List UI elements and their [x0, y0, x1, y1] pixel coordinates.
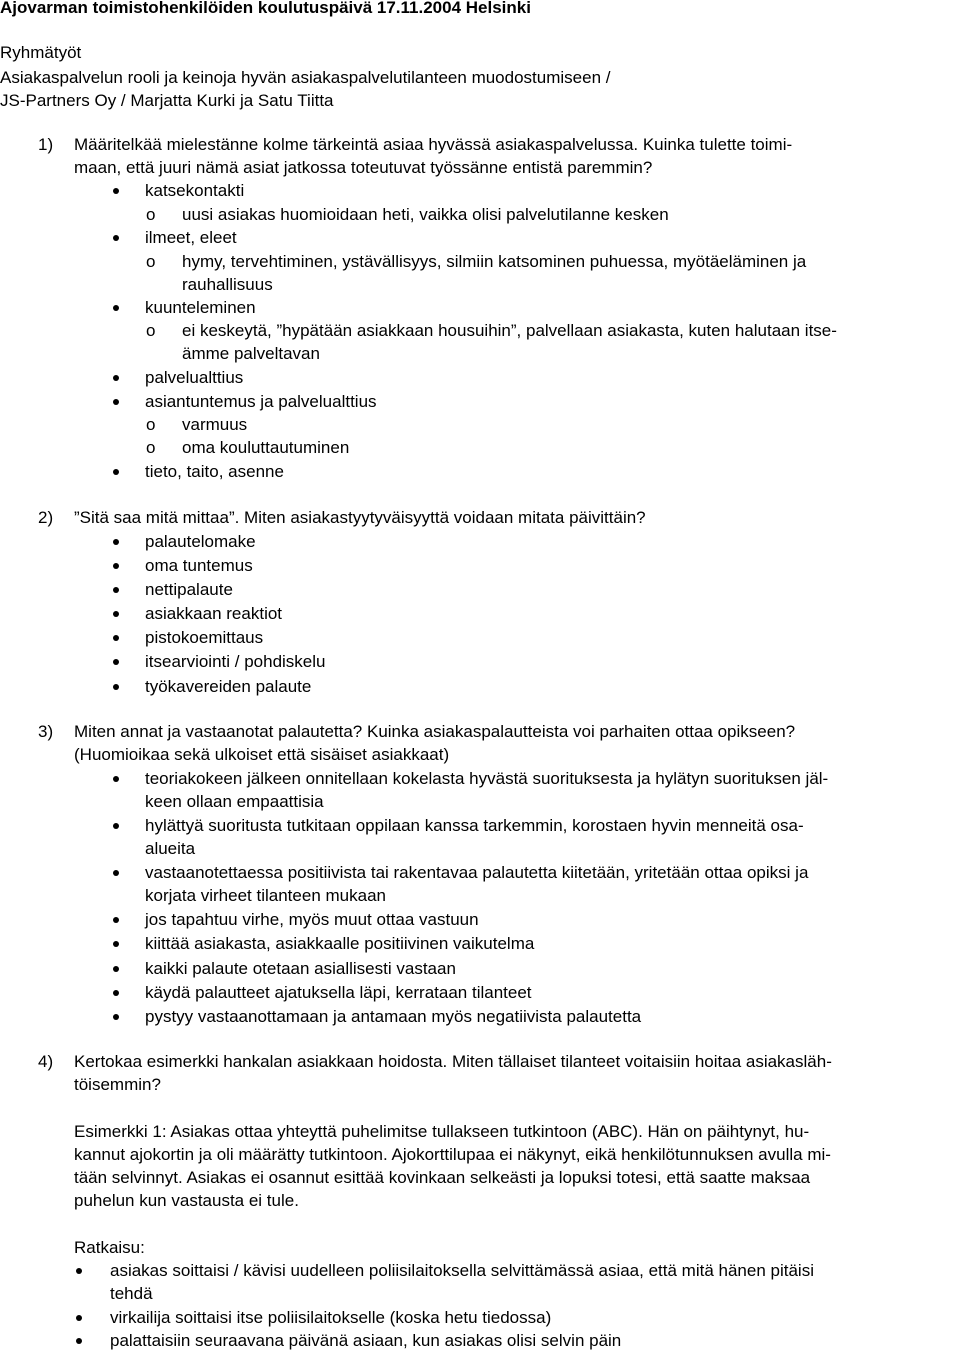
list-item: oma tuntemus [145, 556, 253, 575]
list-item: palvelualttius [145, 368, 244, 387]
list-item: kuunteleminen [145, 298, 256, 317]
list-item: oma kouluttautuminen [182, 438, 350, 457]
example-text: Esimerkki 1: Asiakas ottaa yhteyttä puhelimitse tullakseen tutkintoon (ABC). Hän on päihtynyt, hu- [74, 1122, 810, 1141]
bullet-icon [113, 188, 119, 194]
sub-bullet-icon: o [146, 205, 156, 224]
bullet-icon [76, 1338, 82, 1344]
list-item: vastaanotettaessa positiivista tai rakentavaa palautetta kiitetään, yritetään ottaa opiksi ja [145, 863, 809, 882]
bullet-icon [76, 1315, 82, 1321]
list-item: alueita [145, 839, 196, 858]
bullet-icon [113, 563, 119, 569]
bullet-icon [113, 611, 119, 617]
question-text: töisemmin? [74, 1075, 161, 1094]
question-number: 2) [38, 508, 54, 527]
list-item: keen ollaan empaattisia [145, 792, 324, 811]
sub-bullet-icon: o [146, 321, 156, 340]
document-title: Ajovarman toimistohenkilöiden koulutuspäivä 17.11.2004 Helsinki [0, 0, 531, 17]
bullet-icon [76, 1268, 82, 1274]
bullet-icon [113, 635, 119, 641]
bullet-icon [113, 659, 119, 665]
bullet-icon [113, 870, 119, 876]
list-item: jos tapahtuu virhe, myös muut ottaa vastuun [145, 910, 479, 929]
bullet-icon [113, 941, 119, 947]
bullet-icon [113, 235, 119, 241]
list-item: katsekontakti [145, 181, 245, 200]
bullet-icon [113, 776, 119, 782]
list-item: palattaisiin seuraavana päivänä asiaan, kun asiakas olisi selvin päin [110, 1331, 622, 1350]
list-item: pystyy vastaanottamaan ja antamaan myös negatiivista palautetta [145, 1007, 642, 1026]
sub-bullet-icon: o [146, 415, 156, 434]
bullet-icon [113, 1014, 119, 1020]
bullet-icon [113, 539, 119, 545]
list-item: asiantuntemus ja palvelualttius [145, 392, 377, 411]
bullet-icon [113, 399, 119, 405]
bullet-icon [113, 305, 119, 311]
list-item: palautelomake [145, 532, 256, 551]
list-item: käydä palautteet ajatuksella läpi, kerrataan tilanteet [145, 983, 532, 1002]
list-item: kiittää asiakasta, asiakkaalle positiivinen vaikutelma [145, 934, 535, 953]
question-text: Kertokaa esimerkki hankalan asiakkaan hoidosta. Miten tällaiset tilanteet voitaisiin hoitaa asiakasläh- [74, 1052, 832, 1071]
list-item: rauhallisuus [182, 275, 273, 294]
question-number: 1) [38, 135, 54, 154]
example-text: puhelun kun vastausta ei tule. [74, 1191, 299, 1210]
question-text: Miten annat ja vastaanotat palautetta? Kuinka asiakaspalautteista voi parhaiten ottaa opikseen? [74, 722, 796, 741]
bullet-icon [113, 587, 119, 593]
question-number: 4) [38, 1052, 54, 1071]
list-item: asiakas soittaisi / kävisi uudelleen poliisilaitoksella selvittämässä asiaa, että mitä hänen pitäisi [110, 1261, 814, 1280]
list-item: nettipalaute [145, 580, 233, 599]
example-text: kannut ajokortin ja oli määrätty tutkintoon. Ajokorttilupaa ei näkynyt, eikä henkilötunnuksen avulla mi- [74, 1145, 831, 1164]
list-item: työkavereiden palaute [145, 677, 312, 696]
list-item: virkailija soittaisi itse poliisilaitokselle (koska hetu tiedossa) [110, 1308, 552, 1327]
question-text: maan, että juuri nämä asiat jatkossa toteutuvat työssänne entistä paremmin? [74, 158, 653, 177]
list-item: hymy, tervehtiminen, ystävällisyys, silmiin katsominen puhuessa, myötäeläminen ja [182, 252, 807, 271]
question-text: Määritelkää mielestänne kolme tärkeintä asiaa hyvässä asiakaspalvelussa. Kuinka tulette toimi- [74, 135, 793, 154]
list-item: varmuus [182, 415, 248, 434]
bullet-icon [113, 375, 119, 381]
bullet-icon [113, 823, 119, 829]
list-item: korjata virheet tilanteen mukaan [145, 886, 386, 905]
sub-bullet-icon: o [146, 438, 156, 457]
list-item: ei keskeytä, ”hypätään asiakkaan housuihin”, palvellaan asiakasta, kuten halutaan itse- [182, 321, 837, 340]
bullet-icon [113, 917, 119, 923]
document-subtitle: Ryhmätyöt [0, 43, 82, 62]
list-item: ilmeet, eleet [145, 228, 237, 247]
list-item: pistokoemittaus [145, 628, 264, 647]
bullet-icon [113, 684, 119, 690]
intro-line: JS-Partners Oy / Marjatta Kurki ja Satu Tiitta [0, 91, 334, 110]
bullet-icon [113, 966, 119, 972]
intro-line: Asiakaspalvelun rooli ja keinoja hyvän asiakaspalvelutilanteen muodostumiseen / [0, 68, 611, 87]
sub-bullet-icon: o [146, 252, 156, 271]
bullet-icon [113, 469, 119, 475]
list-item: tehdä [110, 1284, 153, 1303]
list-item: asiakkaan reaktiot [145, 604, 283, 623]
list-item: itsearviointi / pohdiskelu [145, 652, 326, 671]
list-item: tieto, taito, asenne [145, 462, 284, 481]
list-item: kaikki palaute otetaan asiallisesti vastaan [145, 959, 456, 978]
bullet-icon [113, 990, 119, 996]
example-text: tään selvinnyt. Asiakas ei osannut esittää kovinkaan selkeästi ja lopuksi totesi, että saatte maksaa [74, 1168, 811, 1187]
solution-label: Ratkaisu: [74, 1238, 145, 1257]
question-text: (Huomioikaa sekä ulkoiset että sisäiset asiakkaat) [74, 745, 450, 764]
question-number: 3) [38, 722, 54, 741]
question-text: ”Sitä saa mitä mittaa”. Miten asiakastyytyväisyyttä voidaan mitata päivittäin? [74, 508, 646, 527]
list-item: teoriakokeen jälkeen onnitellaan kokelasta hyvästä suorituksesta ja hylätyn suorituksen jäl- [145, 769, 829, 788]
list-item: hylättyä suoritusta tutkitaan oppilaan kanssa tarkemmin, korostaen hyvin menneitä osa- [145, 816, 804, 835]
list-item: uusi asiakas huomioidaan heti, vaikka olisi palvelutilanne kesken [182, 205, 669, 224]
list-item: ämme palveltavan [182, 344, 320, 363]
